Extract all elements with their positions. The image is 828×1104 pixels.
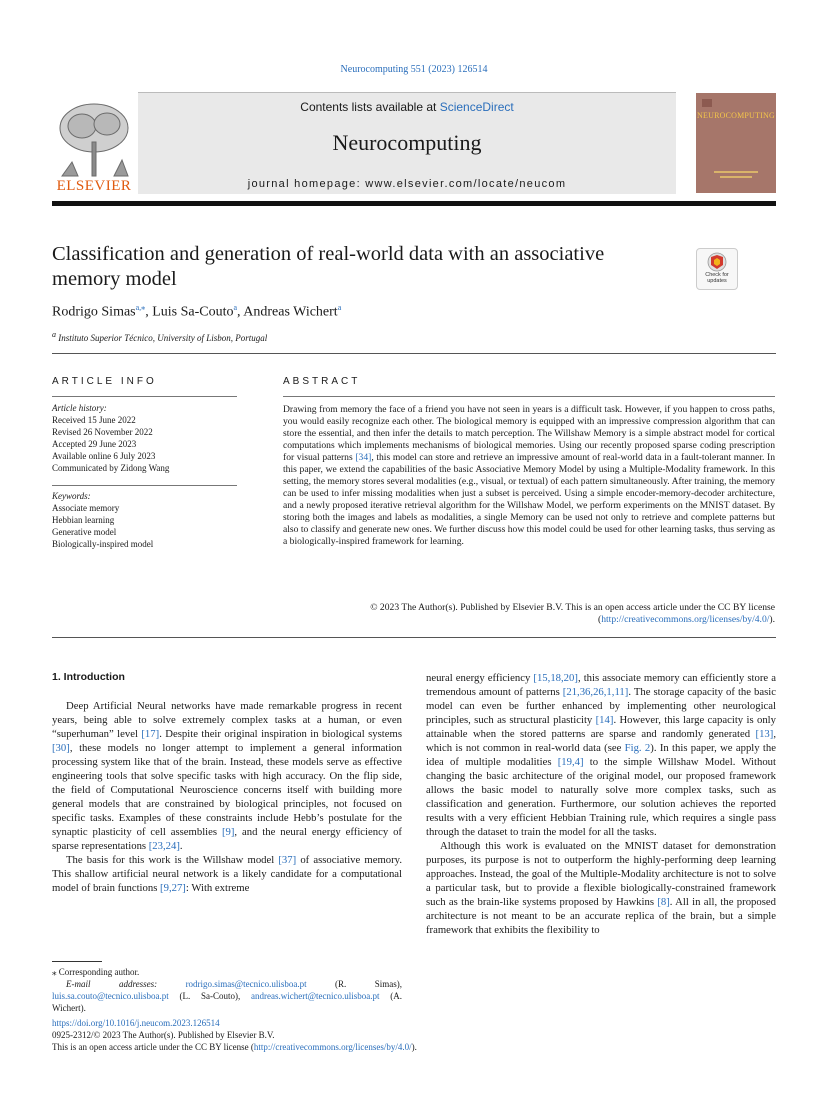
cover-art-icon bbox=[696, 93, 776, 193]
keyword-item: Associate memory bbox=[52, 503, 120, 513]
text: . All in all, the proposed architecture is not meant to be an accurate replica of the brain, but a simple framework that exhibits the flexibility to bbox=[426, 896, 776, 936]
article-history bbox=[52, 402, 242, 474]
history-item: Available online 6 July 2023 bbox=[52, 451, 156, 461]
left-column bbox=[52, 699, 402, 895]
affiliation-mark: a bbox=[52, 330, 56, 339]
license-paren: ). bbox=[769, 614, 775, 625]
text: of associative memory. This shallow artificial neural network is a likely candidate for a computational model of brain functions bbox=[52, 854, 402, 894]
paragraph bbox=[426, 839, 776, 937]
abstract-heading: ABSTRACT bbox=[283, 376, 361, 387]
citation-link[interactable]: [13] bbox=[755, 728, 774, 740]
email-link[interactable]: rodrigo.simas@tecnico.ulisboa.pt bbox=[185, 979, 307, 989]
paragraph bbox=[52, 699, 402, 853]
citation-link[interactable]: [37] bbox=[278, 854, 297, 866]
citation-link[interactable]: [30] bbox=[52, 742, 70, 754]
email-addresses bbox=[52, 978, 402, 1014]
citation-link[interactable]: [19,4] bbox=[557, 756, 584, 768]
journal-title: Neurocomputing bbox=[332, 130, 482, 155]
affiliation-text: Instituto Superior Técnico, University of Lisbon, Portugal bbox=[58, 333, 268, 343]
license-link[interactable]: http://creativecommons.org/licenses/by/4.0/ bbox=[253, 1042, 412, 1052]
email-label: E-mail addresses: bbox=[66, 979, 186, 989]
license-paren: ( bbox=[597, 614, 602, 625]
divider bbox=[52, 637, 776, 638]
homepage-label: journal homepage: bbox=[247, 178, 366, 190]
article-title: Classification and generation of real-world data with an associative memory model bbox=[52, 243, 605, 290]
text: , this associate memory can efficiently store a tremendous amount of patterns bbox=[426, 672, 776, 698]
divider bbox=[52, 396, 237, 397]
author-affiliation-mark[interactable]: a bbox=[233, 303, 238, 312]
license-text: © 2023 The Author(s). Published by Elsevier B.V. This is an open access article under the CC BY license bbox=[370, 602, 775, 613]
cover-title: NEUROCOMPUTING bbox=[697, 111, 775, 120]
citation-link[interactable]: [15,18,20] bbox=[533, 672, 578, 684]
homepage-url[interactable]: www.elsevier.com/locate/neucom bbox=[365, 178, 567, 190]
email-owner: (A. Wichert). bbox=[52, 991, 402, 1013]
footnote-rule bbox=[52, 961, 102, 962]
text: Deep Artificial Neural networks have made remarkable progress in recent years, being able to solve extremely complex tasks at a human, or even “superhuman” level bbox=[52, 700, 402, 740]
footer-license bbox=[52, 1041, 776, 1053]
email-link[interactable]: luis.sa.couto@tecnico.ulisboa.pt bbox=[52, 991, 169, 1001]
divider bbox=[52, 485, 237, 486]
keyword-item: Hebbian learning bbox=[52, 515, 115, 525]
contents-prefix: Contents lists available at bbox=[300, 100, 440, 114]
citation-link[interactable]: [17] bbox=[141, 728, 160, 740]
divider bbox=[52, 353, 776, 354]
text: : With extreme bbox=[185, 882, 250, 894]
keyword-item: Generative model bbox=[52, 527, 117, 537]
license-paren: ). bbox=[411, 1042, 417, 1052]
sciencedirect-link[interactable]: ScienceDirect bbox=[439, 100, 514, 114]
text: to the simple Willshaw Model. Without changing the basic architecture of the original model, our proposed framework allows the basic model to naturally solve more complex tasks, such as classification and generation. Furthermore, our solution achieves the reported results with a very efficient Hebbian Training rule, which requires a single pass through the dataset to train the model for all the tasks. bbox=[426, 756, 776, 838]
citation-link[interactable]: [9] bbox=[221, 826, 235, 838]
citation-link[interactable]: [14] bbox=[595, 714, 614, 726]
text: The basis for this work is the Willshaw model bbox=[66, 854, 279, 866]
journal-homepage bbox=[138, 178, 676, 190]
email-owner: (L. Sa-Couto), bbox=[168, 991, 251, 1001]
keywords bbox=[52, 490, 242, 550]
elsevier-tree-icon bbox=[52, 98, 136, 178]
author-affiliation-mark[interactable]: a,⁎ bbox=[135, 303, 146, 312]
affiliation bbox=[52, 330, 267, 343]
author-name[interactable]: Andreas Wichert bbox=[243, 304, 338, 320]
issn-line: 0925-2312/© 2023 The Author(s). Published by Elsevier B.V. bbox=[52, 1030, 275, 1040]
paragraph bbox=[52, 853, 402, 895]
check-for-updates-badge[interactable] bbox=[696, 248, 738, 290]
history-item: Revised 26 November 2022 bbox=[52, 427, 153, 437]
author-name[interactable]: Luis Sa-Couto bbox=[152, 304, 234, 320]
contents-availability bbox=[138, 100, 676, 114]
author-list bbox=[52, 303, 341, 321]
email-link[interactable]: andreas.wichert@tecnico.ulisboa.pt bbox=[251, 991, 380, 1001]
history-item: Accepted 29 June 2023 bbox=[52, 439, 137, 449]
text: . bbox=[179, 840, 183, 852]
divider bbox=[283, 396, 775, 397]
journal-reference-link[interactable]: Neurocomputing 551 (2023) 126514 bbox=[340, 64, 488, 75]
author-separator: , bbox=[145, 304, 153, 320]
email-owner: (R. Simas), bbox=[306, 979, 402, 989]
text: . However, this large capacity is only attainable when the stored patterns are sparse and randomly generated bbox=[426, 714, 776, 740]
history-item: Communicated by Zidong Wang bbox=[52, 463, 170, 473]
author-affiliation-mark[interactable]: a bbox=[337, 303, 342, 312]
corresponding-author bbox=[52, 966, 402, 978]
text: ). In this paper, we apply the idea of multiple modalities bbox=[426, 742, 776, 768]
text: . The storage capacity of the basic model can even be further enhanced by implementing other neurological principles, such as structural plasticity bbox=[426, 686, 776, 726]
right-column bbox=[426, 671, 776, 937]
figure-link[interactable]: Fig. 2 bbox=[624, 742, 651, 754]
keyword-item: Biologically-inspired model bbox=[52, 539, 154, 549]
doi-link[interactable]: https://doi.org/10.1016/j.neucom.2023.126514 bbox=[52, 1018, 220, 1028]
author-name[interactable]: Rodrigo Simas bbox=[52, 304, 136, 320]
license-link[interactable]: http://creativecommons.org/licenses/by/4.0/ bbox=[601, 614, 770, 625]
text: , which is not common in real-world data (see bbox=[426, 728, 776, 754]
abstract-body: Drawing from memory the face of a friend you have not seen in years is a difficult task. However, if you happen to cross paths, you would easily recognize each other. The biological memory is equipped with an impressive compression algorithm that can store the essential, and then infer the details to match perception. The Willshaw Memory is a simple abstract model for cortical computations which implements mechanisms of biological memories. Using our recently proposed sparse coding prescription for visual patterns bbox=[283, 404, 775, 463]
page-footer bbox=[52, 1017, 776, 1053]
elsevier-logo bbox=[52, 98, 136, 194]
citation-link[interactable]: [23,24] bbox=[148, 840, 180, 852]
abstract-text bbox=[283, 404, 775, 548]
abstract-license bbox=[283, 602, 775, 626]
text: Although this work is evaluated on the MNIST dataset for demonstration purposes, its purpose is not to outperform the highly-performing deep learning approaches. Instead, the goal of the Multiple-Modality architecture is not to solve a particular task, but to provide a flexible biologically-constrained framework such as the brain-like systems proposed by Hawkins bbox=[426, 840, 776, 908]
citation-link[interactable]: [8] bbox=[657, 896, 670, 908]
citation-link[interactable]: [9,27] bbox=[160, 882, 186, 894]
license-text: This is an open access article under the CC BY license ( bbox=[52, 1042, 254, 1052]
citation-link[interactable]: [21,36,26,1,11] bbox=[562, 686, 629, 698]
abstract-body: , this model can store and retrieve an impressive amount of real-world data in a fault-tolerant manner. In this paper, we extend the capabilities of the basic Associative Memory Model by using a Multiple-Modality framework. In this setting, the memory stores several modalities (e.g., visual, or textual) of each pattern simultaneously. After training, the memory can be used to infer missing modalities when just a subset is perceived. Using a simple encoder-memory-decoder architecture, and a newly proposed iterative retrieval algorithm for the Willshaw Model, we perform experiments on the MNIST dataset. By storing both the images and labels as modalities, a single Memory can be used not only to retrieve and complete patterns but also to classify and generate new ones. We further discuss how this model could be used for other learning tasks, thus serving as a biologically-inspired framework for learning. bbox=[283, 452, 775, 547]
check-updates-label: Check for updates bbox=[705, 272, 729, 284]
text: . Despite their original inspiration in biological systems bbox=[159, 728, 402, 740]
header-bottom-rule bbox=[52, 201, 776, 206]
journal-cover bbox=[696, 93, 776, 193]
history-label: Article history: bbox=[52, 403, 107, 413]
section-heading: 1. Introduction bbox=[52, 671, 125, 683]
text: , these models no longer attempt to implement a general information processing system like that of the brain. Instead, these models serve as effective engineering tools that solve specific tasks with high accuracy. On the flip side, the field of Computational Neuroscience concerns itself with building more general models that are constrained by biological principles, not focused on specific tasks. Examples of these constraints include Hebb’s postulate for the synaptic plasticity of cell assemblies bbox=[52, 742, 402, 838]
text: , and the neural energy efficiency of sparse representations bbox=[52, 826, 402, 852]
footnote-mark: ⁎ bbox=[52, 967, 57, 977]
article-info-heading: ARTICLE INFO bbox=[52, 376, 157, 387]
history-item: Received 15 June 2022 bbox=[52, 415, 136, 425]
citation-link[interactable]: [34] bbox=[355, 452, 372, 463]
footnote bbox=[52, 966, 402, 1014]
text: neural energy efficiency bbox=[426, 672, 534, 684]
check-updates-icon bbox=[697, 251, 737, 273]
footnote-text: Corresponding author. bbox=[56, 967, 140, 977]
elsevier-wordmark: ELSEVIER bbox=[56, 178, 132, 194]
author-separator: , bbox=[237, 304, 244, 320]
paragraph bbox=[426, 671, 776, 839]
keywords-label: Keywords: bbox=[52, 491, 91, 501]
